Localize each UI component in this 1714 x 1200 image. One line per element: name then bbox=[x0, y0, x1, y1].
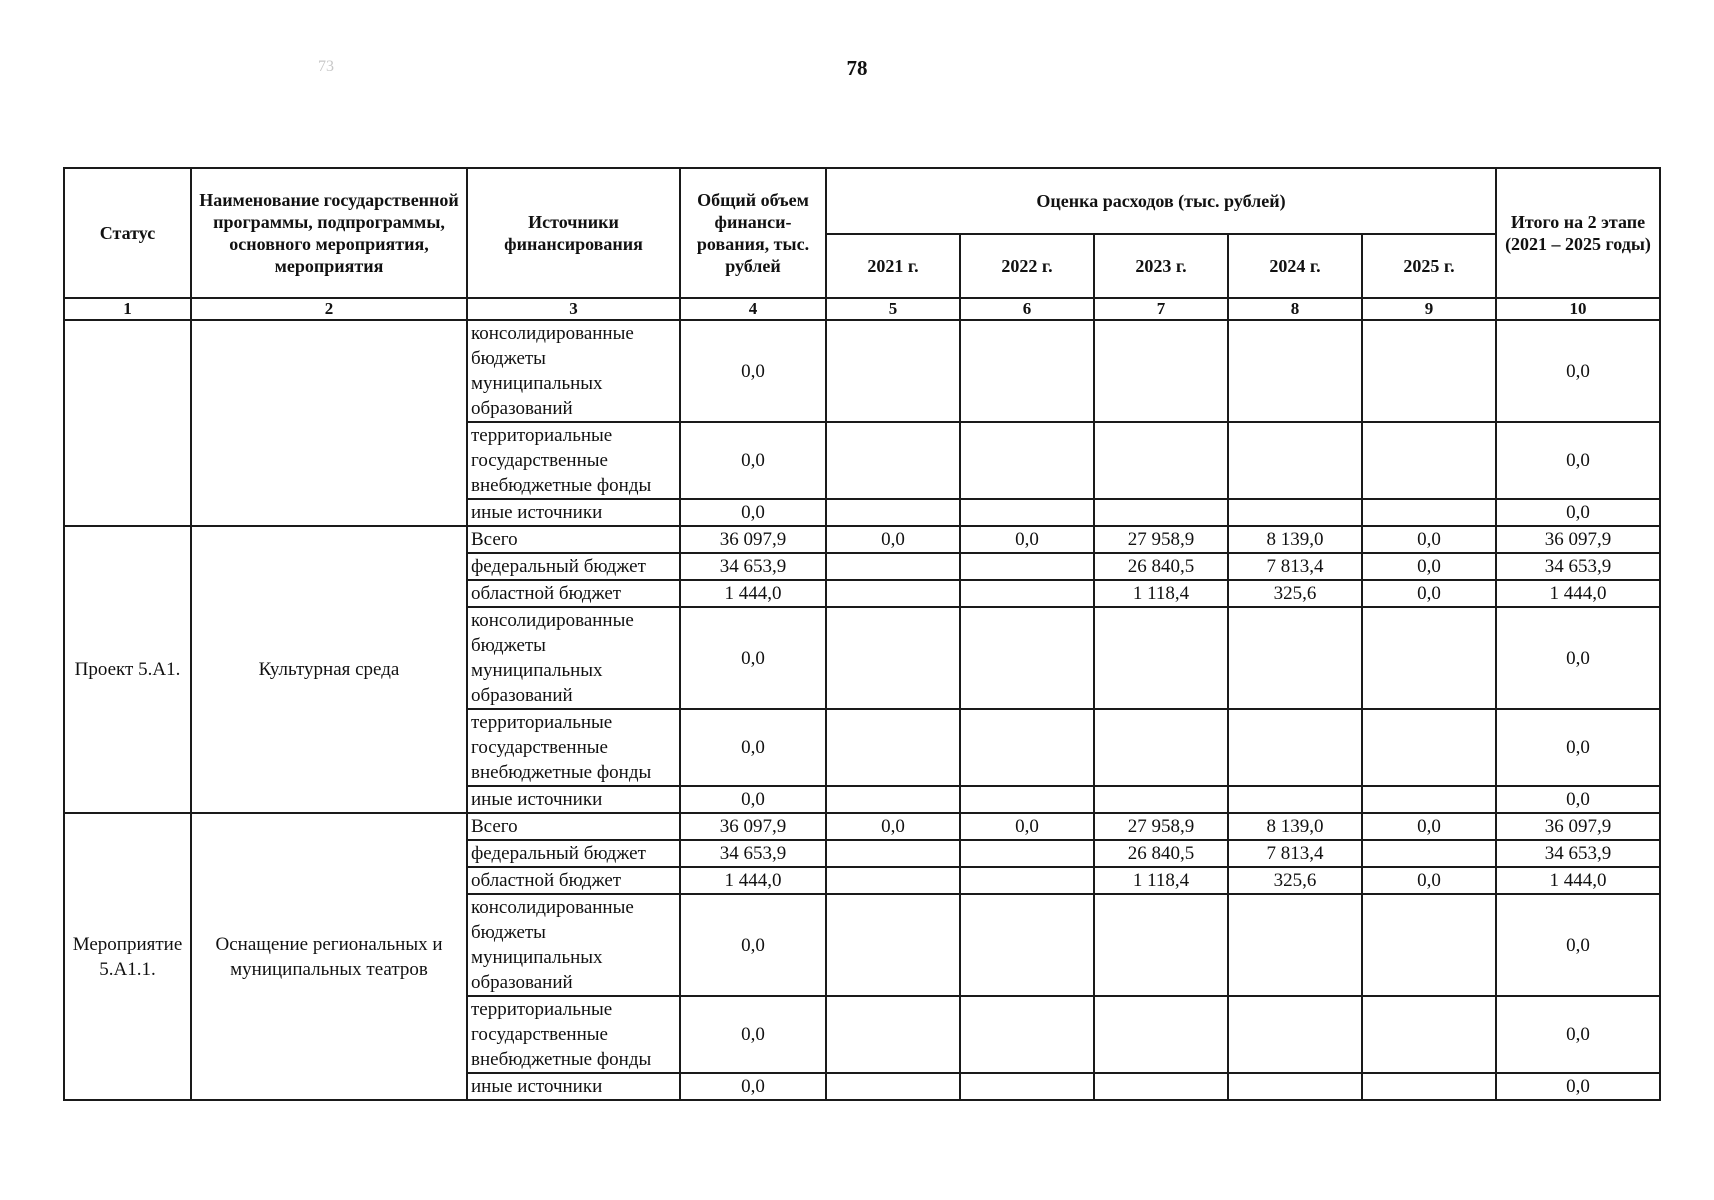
year-2025-cell bbox=[1362, 499, 1496, 526]
stage-total-cell: 0,0 bbox=[1496, 786, 1660, 813]
stage-total-cell: 0,0 bbox=[1496, 320, 1660, 422]
year-2024-cell bbox=[1228, 499, 1362, 526]
year-2022-cell: 0,0 bbox=[960, 813, 1094, 840]
year-2021-cell bbox=[826, 867, 960, 894]
header-year: 2022 г. bbox=[960, 234, 1094, 298]
year-2022-cell bbox=[960, 996, 1094, 1073]
year-2025-cell bbox=[1362, 422, 1496, 499]
column-number: 7 bbox=[1094, 298, 1228, 320]
year-2022-cell bbox=[960, 894, 1094, 996]
header-total-volume: Общий объем финанси-рования, тыс. рублей bbox=[680, 168, 826, 298]
year-2025-cell: 0,0 bbox=[1362, 526, 1496, 553]
year-2025-cell: 0,0 bbox=[1362, 813, 1496, 840]
total-volume-cell: 1 444,0 bbox=[680, 580, 826, 607]
year-2023-cell bbox=[1094, 607, 1228, 709]
table-body bbox=[64, 320, 1660, 1100]
year-2022-cell bbox=[960, 1073, 1094, 1100]
stage-total-cell: 36 097,9 bbox=[1496, 526, 1660, 553]
total-volume-cell: 0,0 bbox=[680, 709, 826, 786]
year-2023-cell: 1 118,4 bbox=[1094, 580, 1228, 607]
year-2025-cell bbox=[1362, 607, 1496, 709]
year-2021-cell bbox=[826, 996, 960, 1073]
year-2022-cell: 0,0 bbox=[960, 526, 1094, 553]
year-2024-cell bbox=[1228, 607, 1362, 709]
year-2023-cell: 26 840,5 bbox=[1094, 553, 1228, 580]
source-cell: консолидированные бюджеты муниципальных образований bbox=[467, 607, 680, 709]
year-2024-cell bbox=[1228, 320, 1362, 422]
year-2023-cell: 1 118,4 bbox=[1094, 867, 1228, 894]
table-row bbox=[64, 526, 1660, 553]
stage-total-cell: 1 444,0 bbox=[1496, 580, 1660, 607]
year-2023-cell bbox=[1094, 996, 1228, 1073]
name-cell: Оснащение региональных и муниципальных театров bbox=[191, 813, 467, 1100]
year-2021-cell bbox=[826, 840, 960, 867]
year-2024-cell bbox=[1228, 709, 1362, 786]
budget-table bbox=[63, 167, 1661, 1101]
year-2021-cell bbox=[826, 786, 960, 813]
year-2024-cell: 325,6 bbox=[1228, 867, 1362, 894]
source-cell: федеральный бюджет bbox=[467, 553, 680, 580]
source-cell: Всего bbox=[467, 813, 680, 840]
stage-total-cell: 0,0 bbox=[1496, 499, 1660, 526]
total-volume-cell: 0,0 bbox=[680, 422, 826, 499]
column-number: 2 bbox=[191, 298, 467, 320]
year-2025-cell: 0,0 bbox=[1362, 553, 1496, 580]
year-2023-cell: 26 840,5 bbox=[1094, 840, 1228, 867]
year-2021-cell bbox=[826, 553, 960, 580]
year-2023-cell: 27 958,9 bbox=[1094, 526, 1228, 553]
header-name: Наименование государственной программы, подпрограммы, основного мероприятия, мероприятия bbox=[191, 168, 467, 298]
source-cell: территориальные государственные внебюджетные фонды bbox=[467, 709, 680, 786]
total-volume-cell: 0,0 bbox=[680, 1073, 826, 1100]
year-2023-cell bbox=[1094, 1073, 1228, 1100]
year-2024-cell bbox=[1228, 1073, 1362, 1100]
source-cell: консолидированные бюджеты муниципальных образований bbox=[467, 320, 680, 422]
header-year: 2023 г. bbox=[1094, 234, 1228, 298]
total-volume-cell: 36 097,9 bbox=[680, 526, 826, 553]
year-2021-cell bbox=[826, 499, 960, 526]
year-2022-cell bbox=[960, 840, 1094, 867]
column-number: 5 bbox=[826, 298, 960, 320]
status-cell bbox=[64, 320, 191, 526]
column-number: 6 bbox=[960, 298, 1094, 320]
page-number: 78 bbox=[846, 56, 868, 80]
header-year: 2025 г. bbox=[1362, 234, 1496, 298]
year-2025-cell bbox=[1362, 996, 1496, 1073]
year-2025-cell bbox=[1362, 786, 1496, 813]
column-number-row bbox=[64, 298, 1660, 320]
total-volume-cell: 1 444,0 bbox=[680, 867, 826, 894]
status-cell: Мероприятие 5.А1.1. bbox=[64, 813, 191, 1100]
total-volume-cell: 34 653,9 bbox=[680, 553, 826, 580]
total-volume-cell: 0,0 bbox=[680, 786, 826, 813]
column-number: 4 bbox=[680, 298, 826, 320]
year-2021-cell: 0,0 bbox=[826, 813, 960, 840]
source-cell: федеральный бюджет bbox=[467, 840, 680, 867]
stage-total-cell: 0,0 bbox=[1496, 422, 1660, 499]
name-cell bbox=[191, 320, 467, 526]
stage-total-cell: 0,0 bbox=[1496, 894, 1660, 996]
stage-total-cell: 0,0 bbox=[1496, 709, 1660, 786]
year-2023-cell bbox=[1094, 786, 1228, 813]
year-2024-cell: 325,6 bbox=[1228, 580, 1362, 607]
year-2024-cell: 8 139,0 bbox=[1228, 813, 1362, 840]
year-2022-cell bbox=[960, 320, 1094, 422]
total-volume-cell: 0,0 bbox=[680, 320, 826, 422]
table-row bbox=[64, 320, 1660, 422]
total-volume-cell: 34 653,9 bbox=[680, 840, 826, 867]
source-cell: территориальные государственные внебюджетные фонды bbox=[467, 996, 680, 1073]
year-2021-cell: 0,0 bbox=[826, 526, 960, 553]
year-2025-cell bbox=[1362, 840, 1496, 867]
year-2023-cell: 27 958,9 bbox=[1094, 813, 1228, 840]
source-cell: территориальные государственные внебюджетные фонды bbox=[467, 422, 680, 499]
total-volume-cell: 0,0 bbox=[680, 996, 826, 1073]
year-2023-cell bbox=[1094, 320, 1228, 422]
name-cell: Культурная среда bbox=[191, 526, 467, 813]
header-year: 2021 г. bbox=[826, 234, 960, 298]
year-2022-cell bbox=[960, 422, 1094, 499]
year-2021-cell bbox=[826, 320, 960, 422]
total-volume-cell: 0,0 bbox=[680, 607, 826, 709]
year-2022-cell bbox=[960, 580, 1094, 607]
stage-total-cell: 0,0 bbox=[1496, 996, 1660, 1073]
column-number: 9 bbox=[1362, 298, 1496, 320]
header-sources: Источники финансирования bbox=[467, 168, 680, 298]
year-2021-cell bbox=[826, 709, 960, 786]
year-2022-cell bbox=[960, 709, 1094, 786]
header-estimate-group: Оценка расходов (тыс. рублей) bbox=[826, 168, 1496, 234]
year-2024-cell bbox=[1228, 422, 1362, 499]
year-2024-cell bbox=[1228, 996, 1362, 1073]
header-year: 2024 г. bbox=[1228, 234, 1362, 298]
header-status: Статус bbox=[64, 168, 191, 298]
year-2022-cell bbox=[960, 553, 1094, 580]
source-cell: Всего bbox=[467, 526, 680, 553]
year-2025-cell: 0,0 bbox=[1362, 867, 1496, 894]
column-number: 3 bbox=[467, 298, 680, 320]
year-2022-cell bbox=[960, 607, 1094, 709]
column-number: 1 bbox=[64, 298, 191, 320]
year-2024-cell: 7 813,4 bbox=[1228, 840, 1362, 867]
year-2021-cell bbox=[826, 422, 960, 499]
stage-total-cell: 36 097,9 bbox=[1496, 813, 1660, 840]
year-2023-cell bbox=[1094, 709, 1228, 786]
source-cell: областной бюджет bbox=[467, 867, 680, 894]
year-2024-cell bbox=[1228, 894, 1362, 996]
column-number: 8 bbox=[1228, 298, 1362, 320]
year-2024-cell: 7 813,4 bbox=[1228, 553, 1362, 580]
total-volume-cell: 0,0 bbox=[680, 499, 826, 526]
year-2022-cell bbox=[960, 867, 1094, 894]
stage-total-cell: 0,0 bbox=[1496, 607, 1660, 709]
total-volume-cell: 36 097,9 bbox=[680, 813, 826, 840]
stage-total-cell: 0,0 bbox=[1496, 1073, 1660, 1100]
source-cell: иные источники bbox=[467, 499, 680, 526]
table-row bbox=[64, 813, 1660, 840]
year-2024-cell bbox=[1228, 786, 1362, 813]
year-2025-cell: 0,0 bbox=[1362, 580, 1496, 607]
year-2021-cell bbox=[826, 1073, 960, 1100]
faint-page-mark: 73 bbox=[318, 58, 334, 75]
source-cell: консолидированные бюджеты муниципальных образований bbox=[467, 894, 680, 996]
year-2023-cell bbox=[1094, 894, 1228, 996]
status-cell: Проект 5.А1. bbox=[64, 526, 191, 813]
year-2021-cell bbox=[826, 894, 960, 996]
year-2021-cell bbox=[826, 580, 960, 607]
year-2023-cell bbox=[1094, 422, 1228, 499]
year-2025-cell bbox=[1362, 320, 1496, 422]
stage-total-cell: 1 444,0 bbox=[1496, 867, 1660, 894]
total-volume-cell: 0,0 bbox=[680, 894, 826, 996]
column-number: 10 bbox=[1496, 298, 1660, 320]
year-2022-cell bbox=[960, 499, 1094, 526]
header-stage-total: Итого на 2 этапе (2021 – 2025 годы) bbox=[1496, 168, 1660, 298]
year-2025-cell bbox=[1362, 709, 1496, 786]
source-cell: областной бюджет bbox=[467, 580, 680, 607]
stage-total-cell: 34 653,9 bbox=[1496, 553, 1660, 580]
year-2024-cell: 8 139,0 bbox=[1228, 526, 1362, 553]
year-2021-cell bbox=[826, 607, 960, 709]
stage-total-cell: 34 653,9 bbox=[1496, 840, 1660, 867]
source-cell: иные источники bbox=[467, 1073, 680, 1100]
source-cell: иные источники bbox=[467, 786, 680, 813]
year-2022-cell bbox=[960, 786, 1094, 813]
year-2025-cell bbox=[1362, 894, 1496, 996]
year-2023-cell bbox=[1094, 499, 1228, 526]
year-2025-cell bbox=[1362, 1073, 1496, 1100]
